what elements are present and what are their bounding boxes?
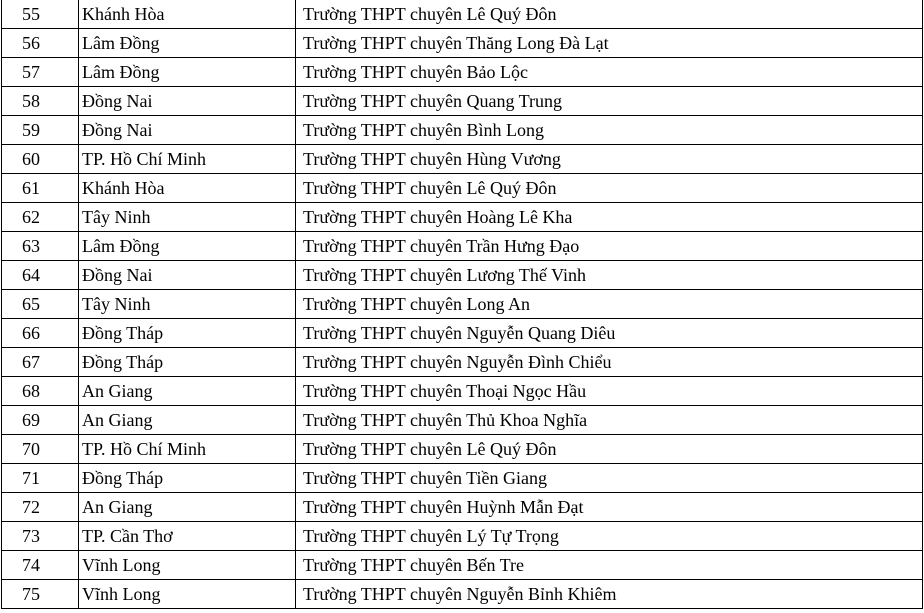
table-row: [2, 261, 923, 290]
row-number-cell: 63: [2, 232, 79, 261]
school-name-cell: Trường THPT chuyên Lê Quý Đôn: [296, 0, 923, 29]
school-name-cell: Trường THPT chuyên Bảo Lộc: [296, 58, 923, 87]
school-name-cell: Trường THPT chuyên Bình Long: [296, 116, 923, 145]
school-name-cell: Trường THPT chuyên Lý Tự Trọng: [296, 522, 923, 551]
table-body: [2, 0, 923, 609]
school-name-cell: Trường THPT chuyên Thăng Long Đà Lạt: [296, 29, 923, 58]
province-cell: Đồng Tháp: [79, 464, 296, 493]
row-number-cell: 60: [2, 145, 79, 174]
row-number-cell: 70: [2, 435, 79, 464]
province-cell: TP. Cần Thơ: [79, 522, 296, 551]
province-cell: Khánh Hòa: [79, 174, 296, 203]
table-row: [2, 464, 923, 493]
row-number-cell: 72: [2, 493, 79, 522]
table-row: [2, 203, 923, 232]
province-cell: TP. Hồ Chí Minh: [79, 145, 296, 174]
province-cell: An Giang: [79, 377, 296, 406]
school-name-cell: Trường THPT chuyên Trần Hưng Đạo: [296, 232, 923, 261]
table-row: [2, 174, 923, 203]
province-cell: Đồng Nai: [79, 87, 296, 116]
table-row: [2, 87, 923, 116]
province-cell: TP. Hồ Chí Minh: [79, 435, 296, 464]
province-cell: Lâm Đồng: [79, 29, 296, 58]
school-name-cell: Trường THPT chuyên Lê Quý Đôn: [296, 435, 923, 464]
row-number-cell: 66: [2, 319, 79, 348]
province-cell: Lâm Đồng: [79, 232, 296, 261]
table-row: [2, 377, 923, 406]
table-row: [2, 319, 923, 348]
row-number-cell: 56: [2, 29, 79, 58]
province-cell: Khánh Hòa: [79, 0, 296, 29]
province-cell: Đồng Tháp: [79, 348, 296, 377]
province-cell: Vĩnh Long: [79, 580, 296, 609]
row-number-cell: 74: [2, 551, 79, 580]
row-number-cell: 75: [2, 580, 79, 609]
school-name-cell: Trường THPT chuyên Lê Quý Đôn: [296, 174, 923, 203]
province-cell: Đồng Tháp: [79, 319, 296, 348]
province-cell: An Giang: [79, 406, 296, 435]
row-number-cell: 61: [2, 174, 79, 203]
school-name-cell: Trường THPT chuyên Lương Thế Vinh: [296, 261, 923, 290]
table-row: [2, 348, 923, 377]
province-cell: Tây Ninh: [79, 290, 296, 319]
row-number-cell: 57: [2, 58, 79, 87]
row-number-cell: 69: [2, 406, 79, 435]
school-name-cell: Trường THPT chuyên Quang Trung: [296, 87, 923, 116]
row-number-cell: 67: [2, 348, 79, 377]
row-number-cell: 73: [2, 522, 79, 551]
school-name-cell: Trường THPT chuyên Hùng Vương: [296, 145, 923, 174]
school-name-cell: Trường THPT chuyên Huỳnh Mẫn Đạt: [296, 493, 923, 522]
school-name-cell: Trường THPT chuyên Nguyễn Bỉnh Khiêm: [296, 580, 923, 609]
province-cell: Đồng Nai: [79, 116, 296, 145]
table-row: [2, 522, 923, 551]
row-number-cell: 65: [2, 290, 79, 319]
table-row: [2, 580, 923, 609]
table-row: [2, 145, 923, 174]
school-name-cell: Trường THPT chuyên Nguyễn Quang Diêu: [296, 319, 923, 348]
table-row: [2, 0, 923, 29]
school-name-cell: Trường THPT chuyên Nguyễn Đình Chiểu: [296, 348, 923, 377]
province-cell: An Giang: [79, 493, 296, 522]
table-row: [2, 58, 923, 87]
row-number-cell: 68: [2, 377, 79, 406]
table-row: [2, 232, 923, 261]
table-row: [2, 493, 923, 522]
table-row: [2, 406, 923, 435]
table-row: [2, 435, 923, 464]
table-row: [2, 29, 923, 58]
province-cell: Đồng Nai: [79, 261, 296, 290]
row-number-cell: 55: [2, 0, 79, 29]
row-number-cell: 58: [2, 87, 79, 116]
school-name-cell: Trường THPT chuyên Thủ Khoa Nghĩa: [296, 406, 923, 435]
province-cell: Lâm Đồng: [79, 58, 296, 87]
table-row: [2, 290, 923, 319]
table-row: [2, 551, 923, 580]
province-cell: Tây Ninh: [79, 203, 296, 232]
school-name-cell: Trường THPT chuyên Long An: [296, 290, 923, 319]
row-number-cell: 59: [2, 116, 79, 145]
school-name-cell: Trường THPT chuyên Tiền Giang: [296, 464, 923, 493]
row-number-cell: 71: [2, 464, 79, 493]
row-number-cell: 62: [2, 203, 79, 232]
school-table: [1, 0, 923, 609]
table-row: [2, 116, 923, 145]
school-name-cell: Trường THPT chuyên Hoàng Lê Kha: [296, 203, 923, 232]
school-name-cell: Trường THPT chuyên Bến Tre: [296, 551, 923, 580]
province-cell: Vĩnh Long: [79, 551, 296, 580]
row-number-cell: 64: [2, 261, 79, 290]
school-name-cell: Trường THPT chuyên Thoại Ngọc Hầu: [296, 377, 923, 406]
